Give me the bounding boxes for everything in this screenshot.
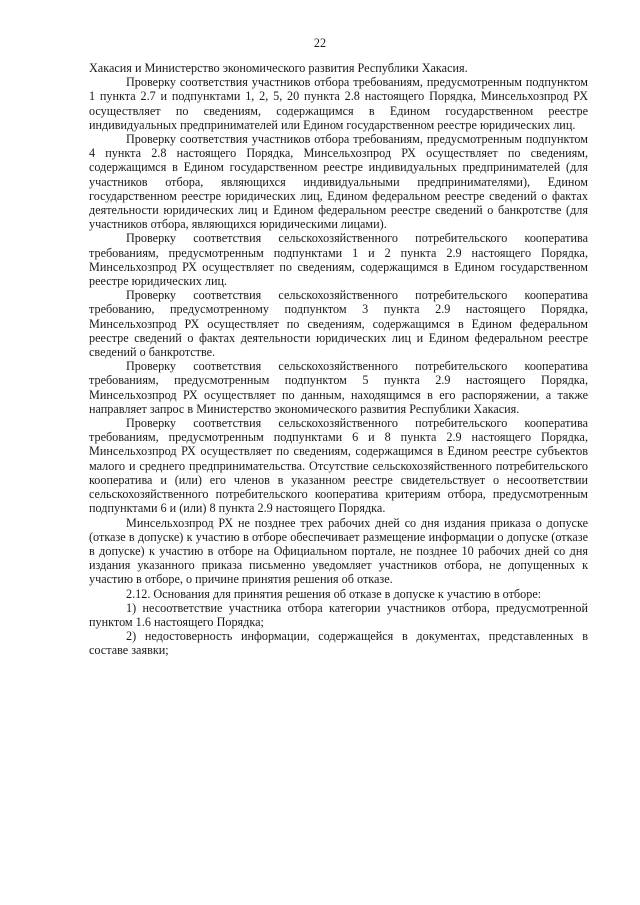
- list-item: 2) недостоверность информации, содержащейся в документах, представленных в составе заявки;: [89, 629, 588, 658]
- paragraph: Проверку соответствия участников отбора требованиям, предусмотренным подпунктом 1 пункта 2.7 и подпунктами 1, 2, 5, 20 пункта 2.8 настоящего Порядка, Минсельхозпрод РХ осуществляет по сведениям, содержащимся в Едином государственном реестре индивидуальных предпринимателей или Едином государственном реестре юридических лиц.: [89, 75, 588, 132]
- section-heading-2-12: 2.12. Основания для принятия решения об отказе в допуске к участию в отборе:: [126, 586, 542, 601]
- paragraph: Минсельхозпрод РХ не позднее трех рабочих дней со дня издания приказа о допуске (отказе в допуске) к участию в отборе обеспечивает размещение информации о допуске (отказе в допуске) к участию в отборе на Официальном портале, не позднее 10 рабочих дней со дня издания указанного приказа письменно уведомляет участников отбора, не допущенных к участию в отборе, о причине принятия решения об отказе.: [89, 515, 588, 587]
- paragraph: Проверку соответствия участников отбора требованиям, предусмотренным подпунктом 4 пункта 2.8 настоящего Порядка, Минсельхозпрод РХ осуществляет по сведениям, содержащимся в Едином государственном реестре индивидуальных предпринимателей (для участников отбора, являющихся индивидуальными предпринимателями), Едином государственном реестре юридических лиц, Едином федеральном реестре сведений о фактах деятельности юридических лиц и Едином федеральном реестре сведений о банкротстве (для участников отбора, являющихся юридическими лицами).: [89, 132, 588, 232]
- paragraph: Проверку соответствия сельскохозяйственного потребительского кооператива требованию, предусмотренному подпунктом 3 пункта 2.9 настоящего Порядка, Минсельхозпрод РХ осуществляет по сведениям, содержащимся в Едином федеральном реестре сведений о фактах деятельности юридических лиц и Едином федеральном реестре сведений о банкротстве.: [89, 288, 588, 360]
- list-item: 1) несоответствие участника отбора категории участников отбора, предусмотренной пунктом 1.6 настоящего Порядка;: [89, 600, 588, 629]
- paragraph: Проверку соответствия сельскохозяйственного потребительского кооператива требованиям, предусмотренным подпунктом 5 пункта 2.9 настоящего Порядка, Минсельхозпрод РХ осуществляет по данным, находящимся в его распоряжении, а также направляет запрос в Министерство экономического развития Республики Хакасия.: [89, 359, 588, 416]
- paragraph: Проверку соответствия сельскохозяйственного потребительского кооператива требованиям, предусмотренным подпунктами 1 и 2 пункта 2.9 настоящего Порядка, Минсельхозпрод РХ осуществляет по сведениям, содержащимся в Едином государственном реестре юридических лиц.: [89, 231, 588, 289]
- document-body: [89, 61, 588, 658]
- paragraph: Проверку соответствия сельскохозяйственного потребительского кооператива требованиям, предусмотренным подпунктами 6 и 8 пункта 2.9 настоящего Порядка, Минсельхозпрод РХ осуществляет по сведениям, содержащимся в Едином реестре субъектов малого и среднего предпринимательства. Отсутствие сельскохозяйственного потребительского кооператива и (или) его членов в указанном реестре свидетельствует о несоответствии сельскохозяйственного потребительского кооператива критериям отбора, предусмотренным подпунктами 6 и (или) 8 пункта 2.9 настоящего Порядка.: [89, 416, 588, 516]
- page-number: 22: [313, 36, 327, 50]
- paragraph: Хакасия и Министерство экономического развития Республики Хакасия.: [89, 61, 468, 75]
